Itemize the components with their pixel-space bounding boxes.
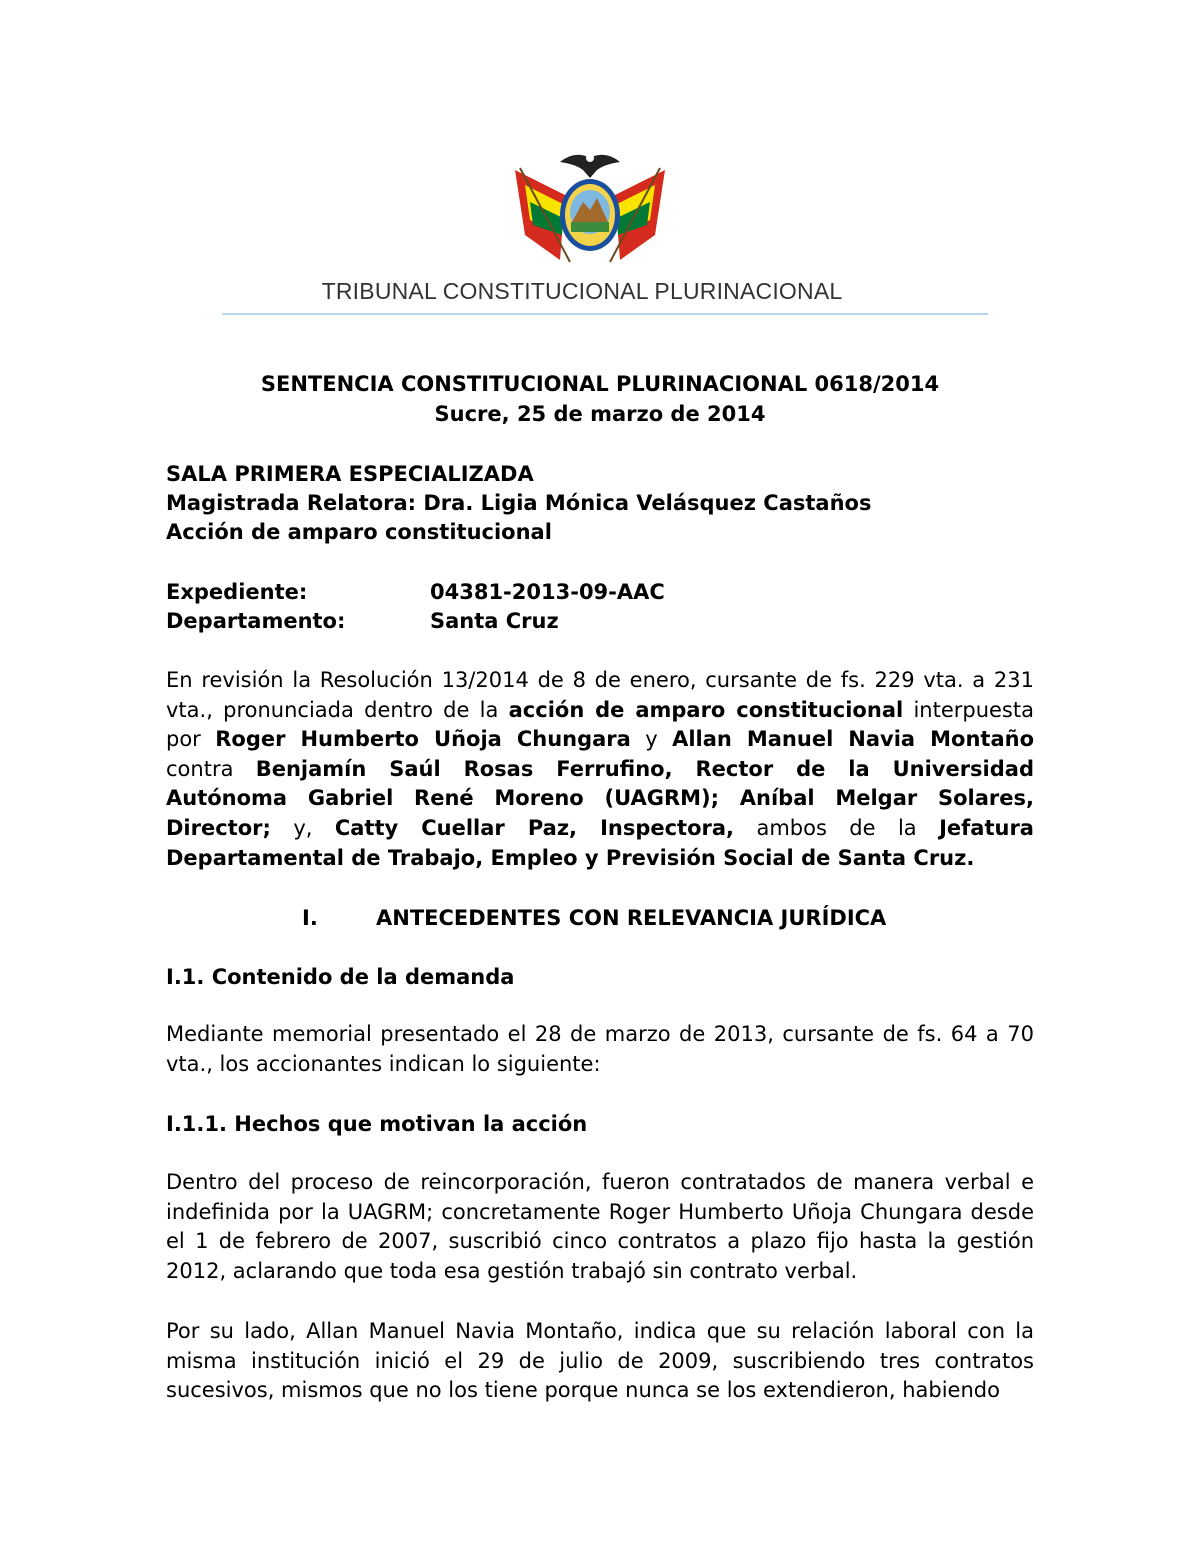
intro-bold: Catty Cuellar Paz, Inspectora,	[334, 815, 735, 840]
intro-bold: Benjamín Saúl Rosas Ferrufino, Rector de la Universidad Autónoma Gabriel René Moreno (UAGRM); Aníbal Melgar Solares, Director;	[166, 756, 1034, 840]
intro-bold: Allan Manuel Navia Montaño	[672, 727, 1034, 752]
magistrada-line: Magistrada Relatora: Dra. Ligia Mónica Velásquez Castaños	[166, 491, 872, 515]
subsection-heading: I.1. Contenido de la demanda	[166, 965, 515, 989]
header-divider	[222, 313, 988, 315]
intro-text: y	[630, 727, 673, 752]
expediente-value: 04381-2013-09-AAC	[430, 580, 665, 604]
hechos-paragraph-2: Por su lado, Allan Manuel Navia Montaño, indica que su relación laboral con la misma institución inició el 29 de julio de 2009, suscribiendo tres contratos sucesivos, mismos que no los tiene porque nunca se los extendieron, habiendo	[166, 1319, 1034, 1403]
intro-text: interpuesta por	[166, 697, 1034, 752]
sala-heading: SALA PRIMERA ESPECIALIZADA	[166, 462, 534, 486]
departamento-label: Departamento:	[166, 609, 346, 633]
accion-line: Acción de amparo constitucional	[166, 520, 552, 544]
sentence-title: SENTENCIA CONSTITUCIONAL PLURINACIONAL 0618/2014	[260, 372, 940, 396]
expediente-label: Expediente:	[166, 580, 308, 604]
demanda-paragraph: Mediante memorial presentado el 28 de marzo de 2013, cursante de fs. 64 a 70 vta., los accionantes indican lo siguiente:	[166, 1022, 1034, 1076]
intro-paragraph	[166, 666, 1034, 873]
bolivia-coat-of-arms-icon	[505, 140, 675, 270]
subsection-heading: I.1.1. Hechos que motivan la acción	[166, 1112, 588, 1136]
court-name: TRIBUNAL CONSTITUCIONAL PLURINACIONAL	[321, 278, 843, 304]
intro-text: ambos de la	[734, 815, 940, 840]
place-date: Sucre, 25 de marzo de 2014	[434, 402, 766, 426]
section-title: ANTECEDENTES CON RELEVANCIA JURÍDICA	[376, 906, 887, 930]
intro-bold: acción de amparo constitucional	[508, 697, 904, 722]
departamento-value: Santa Cruz	[430, 609, 559, 633]
intro-text: contra	[166, 756, 256, 781]
intro-bold: Jefatura Departamental de Trabajo, Empleo y Previsión Social de Santa Cruz.	[166, 815, 1034, 870]
intro-bold: Roger Humberto Uñoja Chungara	[215, 727, 631, 752]
intro-text: y,	[270, 815, 335, 840]
hechos-paragraph-1: Dentro del proceso de reincorporación, fueron contratados de manera verbal e indefinida por la UAGRM; concretamente Roger Humberto Uñoja Chungara desde el 1 de febrero de 2007, suscribió cinco contratos a plazo fijo hasta la gestión 2012, aclarando que toda esa gestión trabajó sin contrato verbal.	[166, 1170, 1034, 1283]
intro-text: En revisión la Resolución 13/2014 de 8 de enero, cursante de fs. 229 vta. a 231 vta., pronunciada dentro de la	[166, 668, 1034, 722]
section-number: I.	[302, 906, 318, 930]
